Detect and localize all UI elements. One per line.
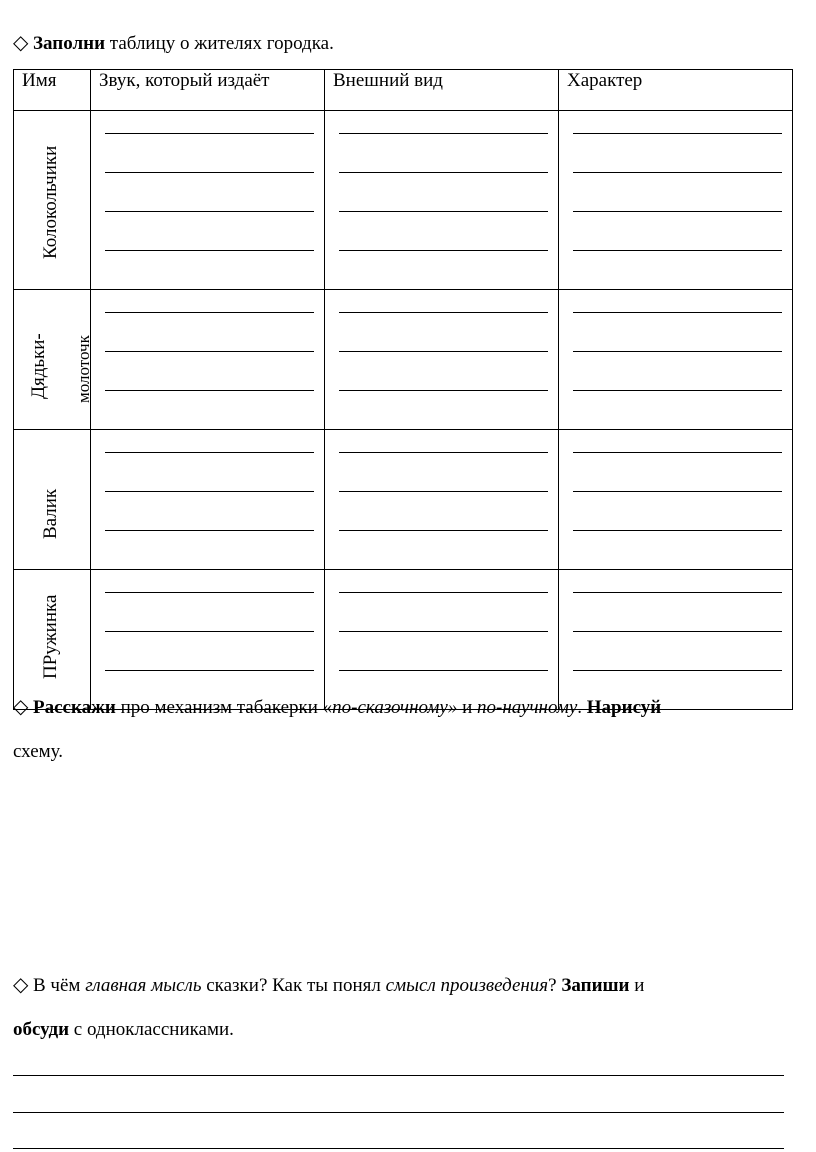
- task-3-text: ?: [548, 975, 562, 996]
- diamond-bullet-icon: ◇: [13, 972, 29, 996]
- task-3-italic-1: главная мысль: [85, 975, 202, 996]
- table-row: [14, 430, 793, 570]
- task-2-text: .: [577, 697, 587, 718]
- row-name-hammers-line1: Дядьки-: [28, 333, 49, 399]
- task-2-italic-2: по-научному: [477, 697, 578, 718]
- task-2-instruction: [13, 684, 786, 774]
- task-1-instruction: [13, 30, 786, 56]
- answer-cell[interactable]: [325, 111, 559, 290]
- task-1-text: таблицу о жителях городка.: [105, 33, 334, 54]
- task-2-text: про механизм табакерки «: [115, 697, 333, 718]
- answer-cell[interactable]: [559, 430, 793, 570]
- answer-cell[interactable]: [559, 111, 793, 290]
- task-3-italic-2: смысл произведения: [385, 975, 549, 996]
- task-3-verb-2: обсуди: [13, 1019, 70, 1040]
- row-name-cell: [14, 290, 91, 430]
- row-name-bells: Колокольчики: [40, 145, 61, 259]
- residents-table: [13, 69, 793, 710]
- task-3-verb-1: Запиши: [561, 975, 630, 996]
- row-name-cell: [14, 111, 91, 290]
- task-3-text: и: [629, 975, 645, 996]
- task-2-text: и: [457, 697, 478, 718]
- answer-cell[interactable]: [91, 430, 325, 570]
- task-3-instruction: [13, 962, 786, 1052]
- table-row: [14, 290, 793, 430]
- row-name-spring: ПРужинка: [40, 594, 61, 679]
- task-3-text: с одноклассниками.: [69, 1019, 234, 1040]
- row-name-hammers-line2: молоточк: [74, 335, 93, 403]
- diamond-bullet-icon: ◇: [13, 694, 29, 718]
- answer-line[interactable]: [13, 1148, 784, 1149]
- task-2-text: схему.: [13, 741, 64, 762]
- answer-cell[interactable]: [91, 290, 325, 430]
- task-1-verb: Заполни: [33, 33, 106, 54]
- row-name-cell: [14, 430, 91, 570]
- row-name-roller: Валик: [40, 488, 61, 539]
- table-header-row: [14, 70, 793, 111]
- answer-cell[interactable]: [325, 290, 559, 430]
- answer-cell[interactable]: [559, 290, 793, 430]
- diamond-bullet-icon: ◇: [13, 30, 29, 54]
- answer-line[interactable]: [13, 1112, 784, 1113]
- answer-cell[interactable]: [325, 430, 559, 570]
- answer-line[interactable]: [13, 1075, 784, 1076]
- table-row: [14, 111, 793, 290]
- answer-cell[interactable]: [91, 111, 325, 290]
- task-2-verb: Расскажи: [33, 697, 116, 718]
- header-sound: Звук, который издаёт: [91, 70, 325, 111]
- task-2-verb-2: Нарисуй: [586, 697, 662, 718]
- header-name: Имя: [14, 70, 91, 111]
- header-appearance: Внешний вид: [325, 70, 559, 111]
- task-2-italic-1: по-сказочному»: [332, 697, 458, 718]
- task-3-text: сказки? Как ты понял: [201, 975, 386, 996]
- task-3-text: В чём: [33, 975, 86, 996]
- header-character: Характер: [559, 70, 793, 111]
